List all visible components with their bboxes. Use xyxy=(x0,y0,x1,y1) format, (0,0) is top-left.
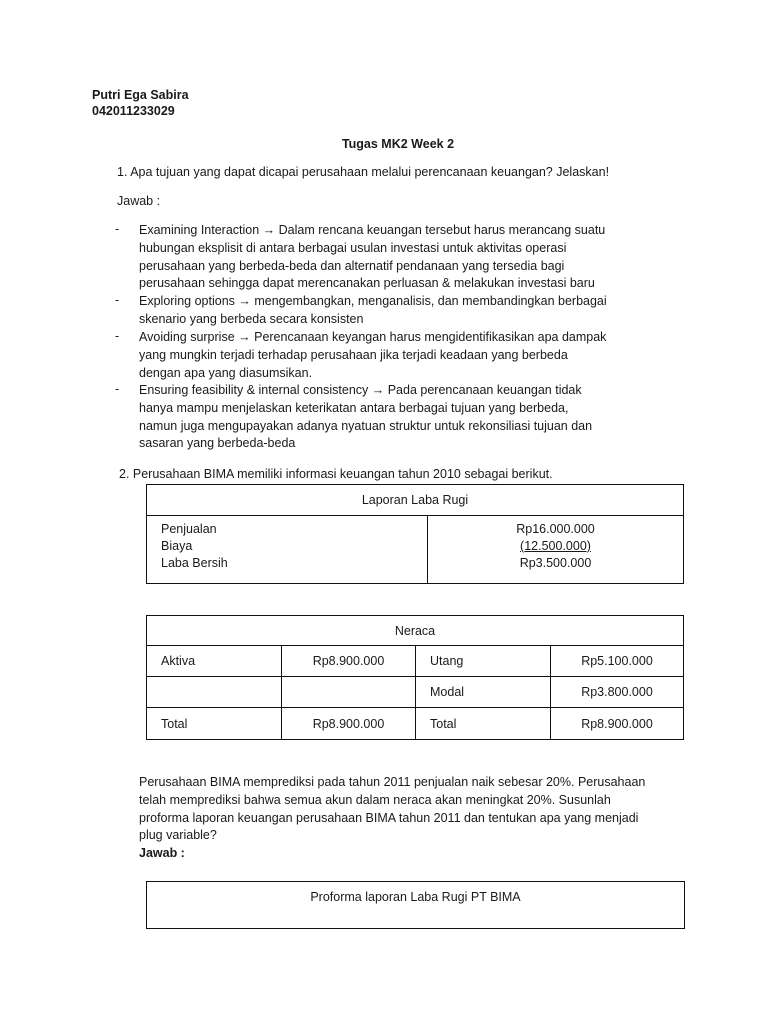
neraca-cell: Rp3.800.000 xyxy=(551,677,684,708)
neraca-row xyxy=(147,708,684,740)
laba-rugi-title: Laporan Laba Rugi xyxy=(147,485,684,516)
bullet-line: hubungan eksplisit di antara berbagai usulan investasi untuk aktivitas operasi xyxy=(139,240,567,255)
neraca-cell xyxy=(282,677,416,708)
neraca-cell: Modal xyxy=(416,677,551,708)
answer-label-1: Jawab : xyxy=(117,194,161,208)
label-biaya: Biaya xyxy=(161,539,193,553)
bullet-line: perusahaan yang berbeda-beda dan alternatif pendanaan yang tersedia bagi xyxy=(139,258,565,273)
prediction-line: proforma laporan keuangan perusahaan BIMA tahun 2011 dan tentukan apa yang menjadi xyxy=(139,810,639,825)
value-biaya: (12.500.000) xyxy=(520,539,591,553)
bullet-line: Avoiding surprise → Perencanaan keyangan harus mengidentifikasikan apa dampak xyxy=(139,330,607,344)
neraca-cell: Rp8.900.000 xyxy=(282,708,416,740)
bullet-line: yang mungkin terjadi terhadap perusahaan jika terjadi keadaan yang berbeda xyxy=(139,347,568,362)
bullet-dash: - xyxy=(115,382,120,396)
answer-label-2: Jawab : xyxy=(139,846,185,861)
neraca-cell: Utang xyxy=(416,646,551,677)
bullet-line: Exploring options → mengembangkan, menganalisis, dan membandingkan berbagai xyxy=(139,294,607,308)
question-2: 2. Perusahaan BIMA memiliki informasi keuangan tahun 2010 sebagai berikut. xyxy=(119,467,553,481)
author-name: Putri Ega Sabira xyxy=(92,88,189,102)
neraca-cell: Total xyxy=(416,708,551,740)
bullet-line: namun juga mengupayakan adanya nyatuan struktur untuk rekonsiliasi tujuan dan xyxy=(139,418,593,433)
neraca-row xyxy=(147,677,684,708)
prediction-line: telah memprediksi bahwa semua akun dalam neraca akan meningkat 20%. Susunlah xyxy=(139,792,611,807)
laba-rugi-values-cell xyxy=(428,516,684,584)
neraca-row xyxy=(147,646,684,677)
prediction-line: Perusahaan BIMA memprediksi pada tahun 2011 penjualan naik sebesar 20%. Perusahaan xyxy=(139,775,646,789)
bullet-line: Ensuring feasibility & internal consistency → Pada perencanaan keuangan tidak xyxy=(139,383,582,397)
neraca-cell: Rp8.900.000 xyxy=(551,708,684,740)
value-penjualan: Rp16.000.000 xyxy=(516,522,595,536)
proforma-table xyxy=(146,881,685,929)
author-nim: 042011233029 xyxy=(92,104,175,118)
neraca-cell: Rp8.900.000 xyxy=(282,646,416,677)
bullet-dash: - xyxy=(115,293,120,307)
bullet-line: skenario yang berbeda secara konsisten xyxy=(139,311,364,326)
laba-rugi-table xyxy=(146,484,684,584)
neraca-title: Neraca xyxy=(147,616,684,646)
bullet-line: perusahaan sehingga dapat merencanakan perluasan & melakukan investasi baru xyxy=(139,276,595,291)
proforma-title: Proforma laporan Laba Rugi PT BIMA xyxy=(147,882,685,929)
bullet-line: hanya mampu menjelaskan keterikatan antara berbagai tujuan yang berbeda, xyxy=(139,400,569,415)
question-1: 1. Apa tujuan yang dapat dicapai perusahaan melalui perencanaan keuangan? Jelaskan! xyxy=(117,165,610,179)
neraca-cell xyxy=(147,677,282,708)
neraca-cell: Total xyxy=(147,708,282,740)
laba-rugi-labels-cell xyxy=(147,516,428,584)
neraca-table xyxy=(146,615,684,740)
bullet-dash: - xyxy=(115,329,120,343)
label-penjualan: Penjualan xyxy=(161,522,217,536)
value-laba-bersih: Rp3.500.000 xyxy=(519,556,592,570)
bullet-dash: - xyxy=(115,222,120,236)
bullet-line: Examining Interaction → Dalam rencana keuangan tersebut harus merancang suatu xyxy=(139,223,606,237)
neraca-cell: Aktiva xyxy=(147,646,282,677)
bullet-line: sasaran yang berbeda-beda xyxy=(139,436,296,451)
neraca-cell: Rp5.100.000 xyxy=(551,646,684,677)
label-laba-bersih: Laba Bersih xyxy=(161,556,228,570)
prediction-line: plug variable? xyxy=(139,828,217,843)
prediction-paragraph xyxy=(139,774,645,863)
page-title: Tugas MK2 Week 2 xyxy=(341,137,455,151)
bullet-line: dengan apa yang diasumsikan. xyxy=(139,365,313,380)
